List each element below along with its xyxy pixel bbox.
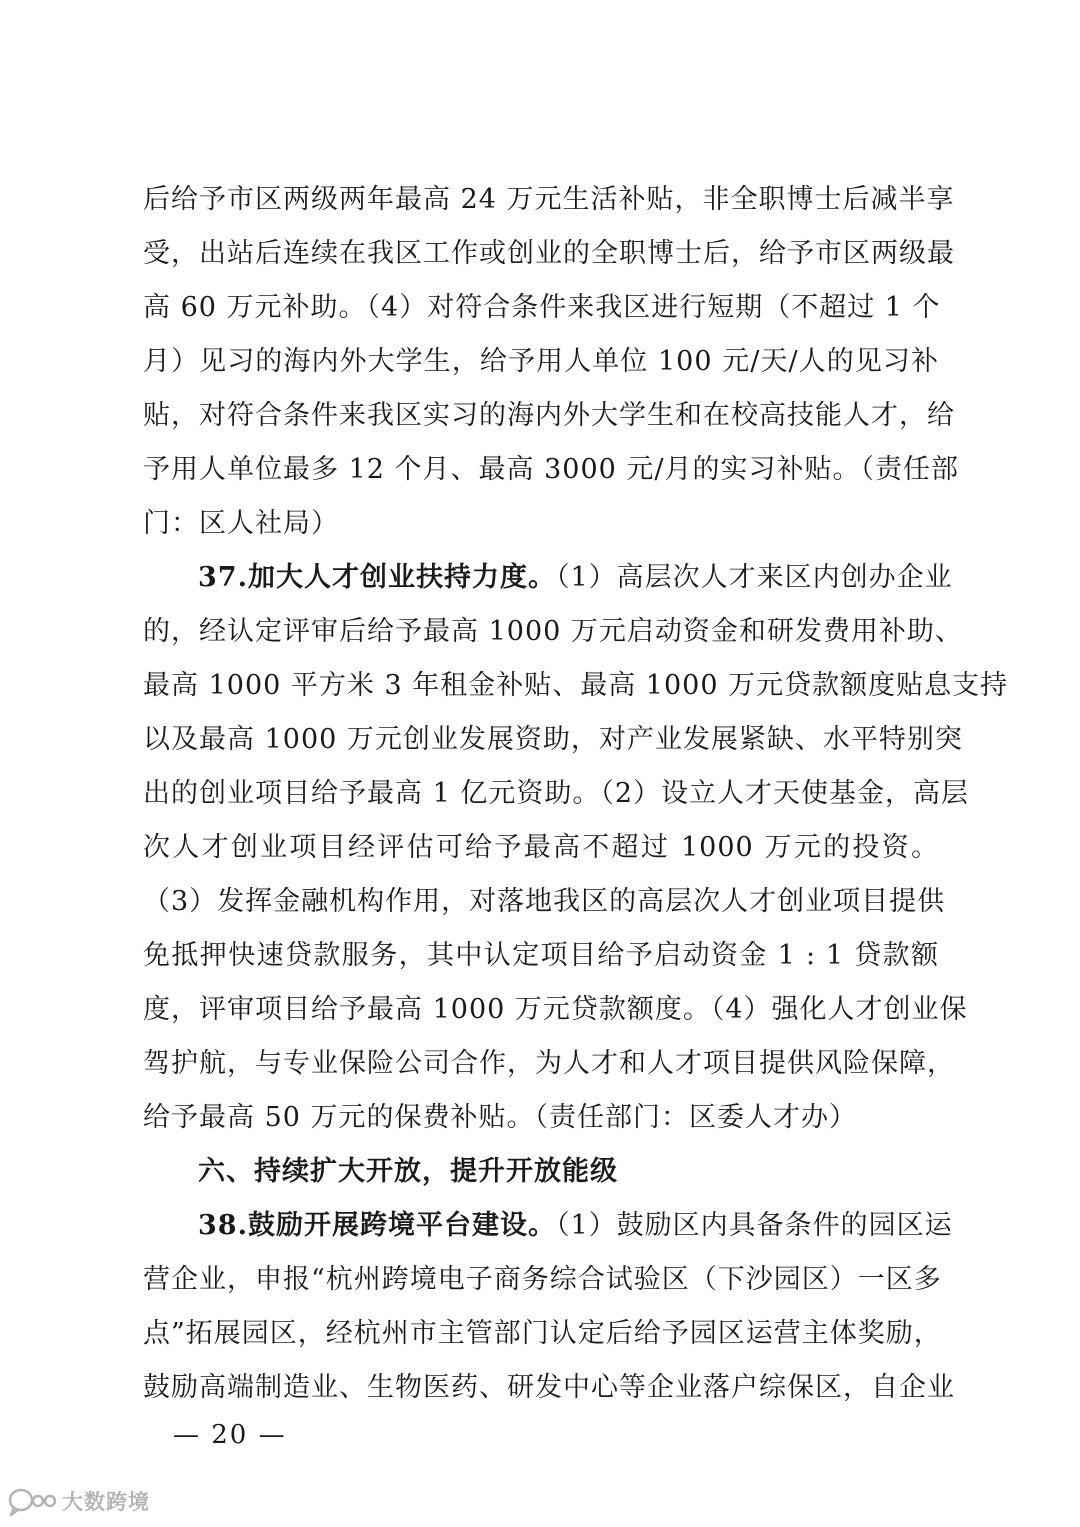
item-37-first-line: [198, 561, 953, 595]
watermark-text: 大数跨境: [62, 1490, 150, 1514]
paragraph-line: 以及最高 1000 万元创业发展资助，对产业发展紧缺、水平特别突: [143, 724, 963, 755]
paragraph-line: 出的创业项目给予最高 1 亿元资助。（2）设立人才天使基金，高层: [143, 778, 970, 809]
item-38-first-line-text: （1）鼓励区内具备条件的园区运: [555, 1210, 953, 1241]
paragraph-line: 营企业，申报“杭州跨境电子商务综合试验区（下沙园区）一区多: [143, 1264, 942, 1295]
section-6-heading: 六、持续扩大开放，提升开放能级: [198, 1156, 618, 1187]
paragraph-line: 受，出站后连续在我区工作或创业的全职博士后，给予市区两级最: [143, 238, 955, 269]
paragraph-line: （3）发挥金融机构作用，对落地我区的高层次人才创业项目提供: [143, 886, 946, 917]
paragraph-line: 给予最高 50 万元的保费补贴。（责任部门：区委人才办）: [143, 1102, 858, 1133]
item-38-first-line: [198, 1209, 953, 1243]
item-37-first-line-text: （1）高层次人才来区内创办企业: [555, 562, 953, 593]
paragraph-line: 点”拓展园区，经杭州市主管部门认定后给予园区运营主体奖励，: [143, 1318, 942, 1349]
paragraph-line: 月）见习的海内外大学生，给予用人单位 100 元/天/人的见习补: [143, 346, 939, 377]
paragraph-line: 高 60 万元补助。（4）对符合条件来我区进行短期（不超过 1 个: [143, 292, 941, 323]
paragraph-line: 贴，对符合条件来我区实习的海内外大学生和在校高技能人才，给: [143, 400, 955, 431]
paragraph-line: 次人才创业项目经评估可给予最高不超过 1000 万元的投资。: [143, 832, 939, 863]
paragraph-line: 鼓励高端制造业、生物医药、研发中心等企业落户综保区，自企业: [143, 1372, 955, 1403]
item-37-heading: 37.加大人才创业扶持力度。: [198, 562, 556, 593]
paragraph-line: 的，经认定评审后给予最高 1000 万元启动资金和研发费用补助、: [143, 616, 963, 647]
paragraph-line: 最高 1000 平方米 3 年租金补贴、最高 1000 万元贷款额度贴息支持: [143, 670, 1009, 701]
speech-bubble-logo-icon: [8, 1486, 56, 1516]
paragraph-line: 驾护航，与专业保险公司合作，为人才和人才项目提供风险保障，: [143, 1048, 955, 1079]
item-38-heading: 38.鼓励开展跨境平台建设。: [198, 1210, 556, 1241]
paragraph-line: 门：区人社局）: [143, 508, 339, 539]
paragraph-line: 度，评审项目给予最高 1000 万元贷款额度。（4）强化人才创业保: [143, 994, 968, 1025]
paragraph-line: 免抵押快速贷款服务，其中认定项目给予启动资金 1 : 1 贷款额: [143, 940, 939, 971]
page-number: — 20 —: [173, 1420, 287, 1450]
paragraph-line: 予用人单位最多 12 个月、最高 3000 元/月的实习补贴。（责任部: [143, 454, 959, 485]
paragraph-line: 后给予市区两级两年最高 24 万元生活补贴，非全职博士后减半享: [143, 184, 955, 215]
watermark: [8, 1484, 150, 1518]
